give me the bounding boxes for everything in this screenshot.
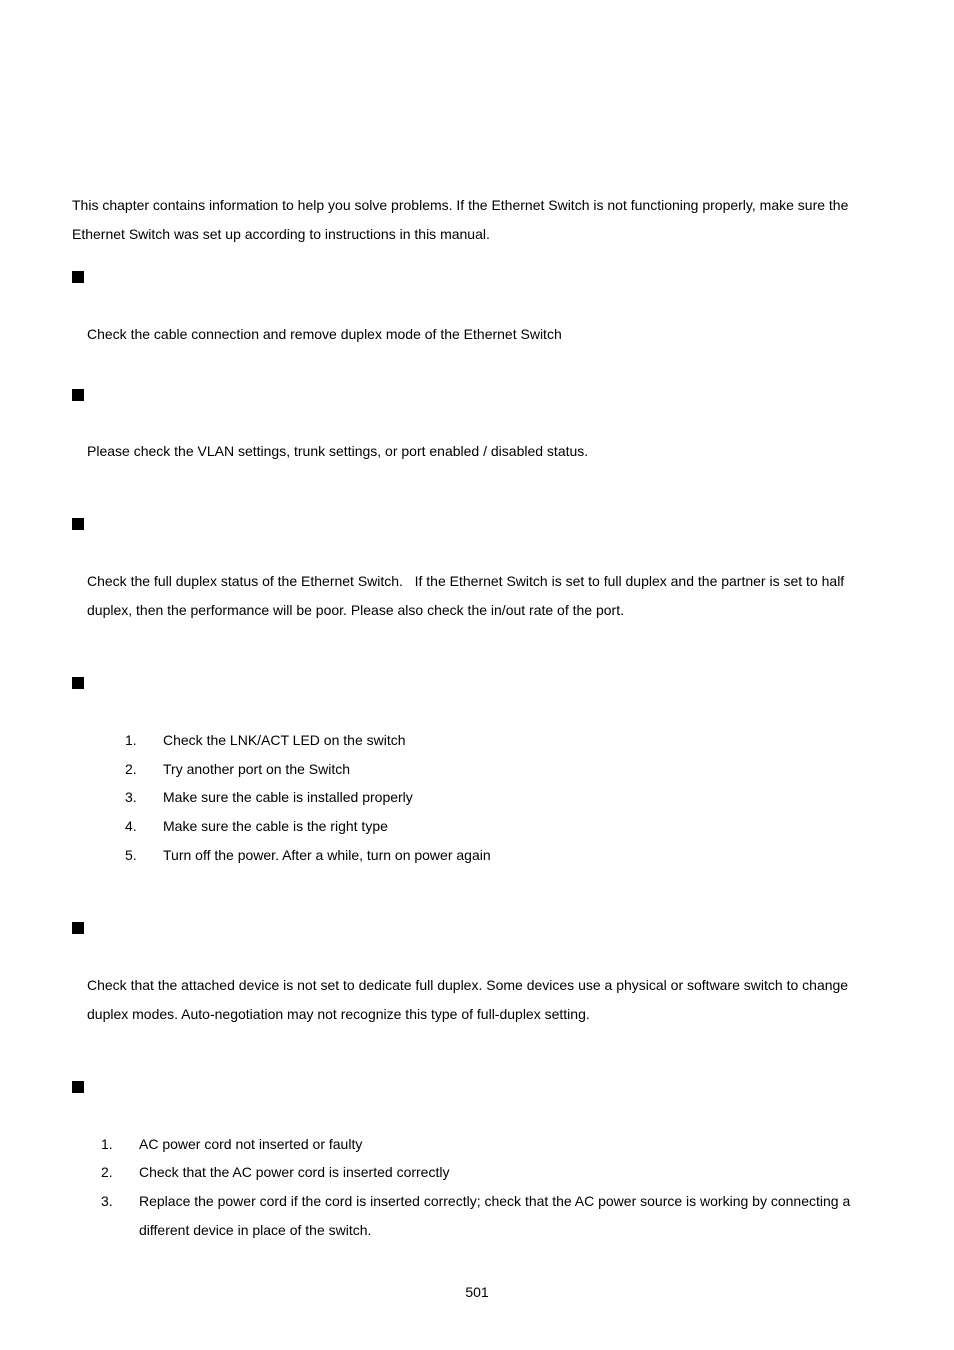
section-5-text: Check that the attached device is not set to dedicate full duplex. Some devices use a physical or software switch to change duplex modes. Auto-negotiation may not recognize this type of full-duplex setting. (87, 977, 849, 1022)
section-bullet-icon (72, 677, 84, 689)
list-item: Make sure the cable is installed properly (163, 789, 413, 805)
list-item-number: 1. (125, 732, 137, 748)
list-item: Make sure the cable is the right type (163, 818, 388, 834)
section-bullet-icon (72, 389, 84, 401)
list-item: Turn off the power. After a while, turn on power again (163, 847, 491, 863)
section-bullet-icon (72, 271, 84, 283)
section-bullet-icon (72, 1081, 84, 1093)
section-bullet-icon (72, 518, 84, 530)
list-item-number: 3. (125, 789, 137, 805)
list-item: Check that the AC power cord is inserted correctly (139, 1164, 450, 1180)
intro-paragraph: This chapter contains information to help you solve problems. If the Ethernet Switch is not functioning properly, make sure the Ethernet Switch was set up according to instructions in this manual. (72, 197, 849, 242)
section-2-text: Please check the VLAN settings, trunk settings, or port enabled / disabled status. (87, 443, 589, 459)
list-item-number: 2. (125, 761, 137, 777)
section-1-text: Check the cable connection and remove duplex mode of the Ethernet Switch (87, 326, 562, 342)
list-item-number: 3. (101, 1193, 113, 1209)
list-item-number: 5. (125, 847, 137, 863)
list-item-number: 1. (101, 1136, 113, 1152)
section-3-text: Check the full duplex status of the Ethernet Switch. If the Ethernet Switch is set to full duplex and the partner is set to half duplex, then the performance will be poor. Please also check the in/out rate of the port. (87, 573, 845, 618)
list-item: Replace the power cord if the cord is inserted correctly; check that the AC power source is working by connecting a different device in place of the switch. (139, 1193, 851, 1238)
list-item: Try another port on the Switch (163, 761, 351, 777)
page-number: 501 (465, 1284, 489, 1300)
section-bullet-icon (72, 922, 84, 934)
list-item-number: 2. (101, 1164, 113, 1180)
list-item-number: 4. (125, 818, 137, 834)
list-item: Check the LNK/ACT LED on the switch (163, 732, 406, 748)
list-item: AC power cord not inserted or faulty (139, 1136, 363, 1152)
